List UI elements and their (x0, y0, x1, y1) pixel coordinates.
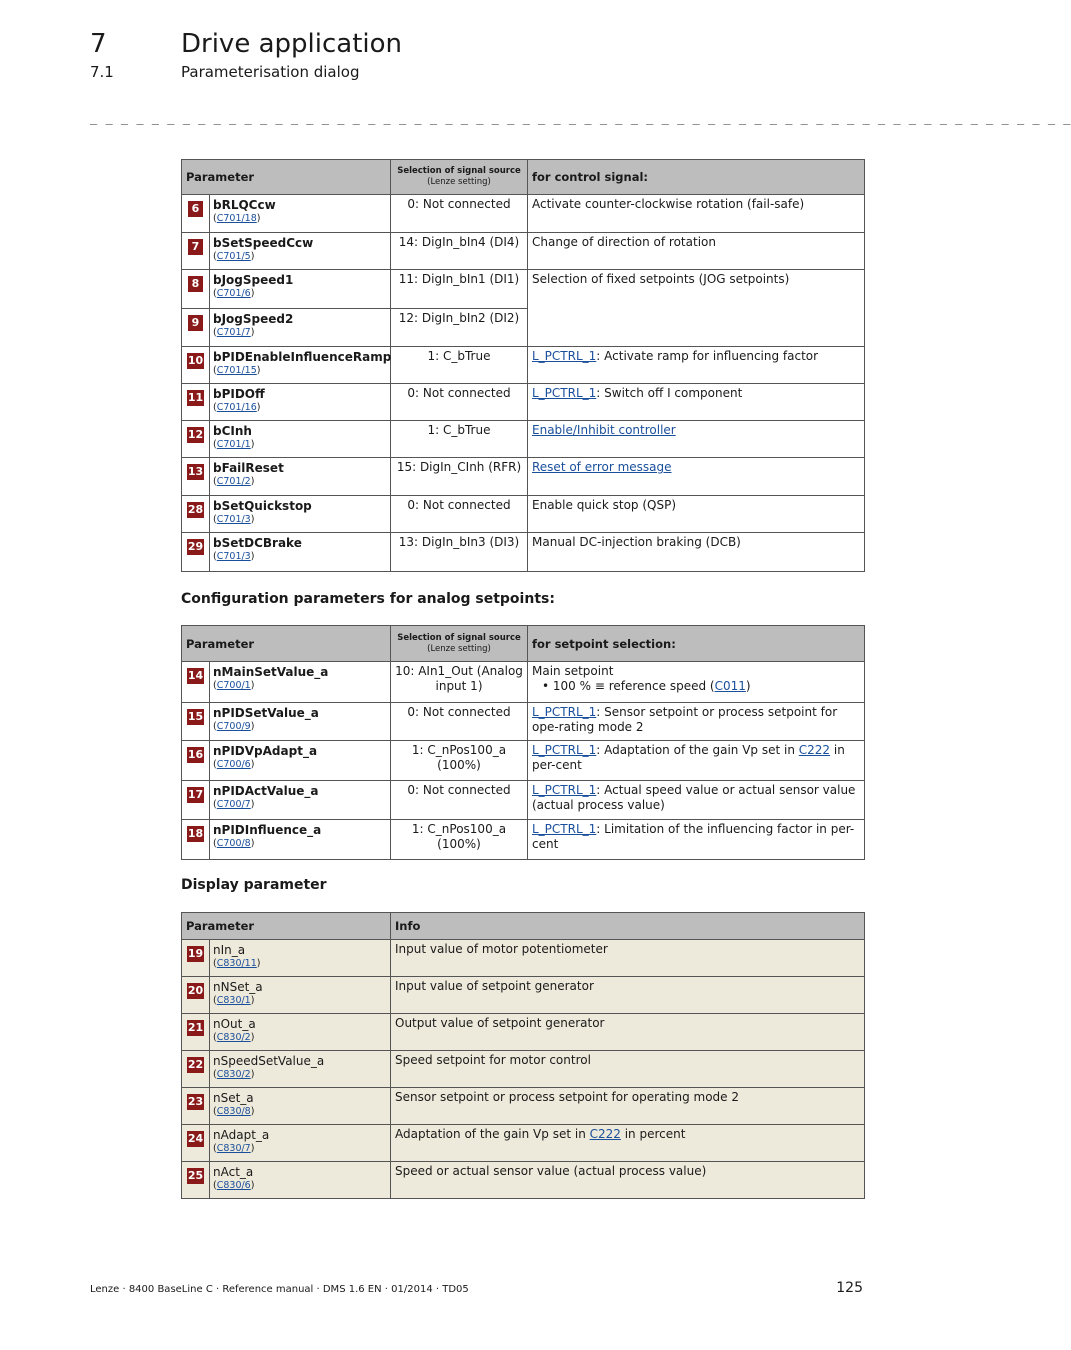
parameter-cell (210, 977, 391, 1014)
row-number-badge: 29 (187, 540, 204, 553)
table-row (182, 233, 865, 270)
row-number-badge: 14 (187, 669, 204, 682)
table-row (182, 977, 865, 1014)
row-number-cell (182, 703, 210, 741)
table-row (182, 270, 865, 309)
table-row (182, 195, 865, 233)
chapter-title: Drive application (181, 29, 402, 59)
parameter-name: nSet_a (213, 1091, 254, 1105)
description-cell (528, 421, 865, 458)
display-parameter-table (181, 912, 865, 1199)
description-cell (528, 270, 865, 347)
parameter-name: bSetQuickstop (213, 499, 312, 513)
row-number-badge: 23 (187, 1095, 204, 1108)
description-cell (528, 820, 865, 860)
page-number: 125 (836, 1280, 863, 1296)
parameter-cell (210, 195, 391, 233)
table-row (182, 533, 865, 572)
parameter-name: bRLQCcw (213, 198, 276, 212)
col-header-setpoint: for setpoint selection: (528, 626, 865, 662)
parameter-code: (C701/6) (213, 288, 255, 299)
code-link[interactable]: C830/7 (216, 1143, 251, 1154)
signal-source-cell: 0: Not connected (391, 703, 528, 741)
parameter-cell (210, 940, 391, 977)
parameter-code: (C830/11) (213, 958, 261, 969)
parameter-code: (C700/6) (213, 759, 255, 770)
row-number-badge: 28 (187, 503, 204, 516)
col-header-source: Selection of signal source (Lenze setting) (391, 626, 528, 662)
code-link[interactable]: C830/2 (216, 1069, 251, 1080)
header-divider: _ _ _ _ _ _ _ _ _ _ _ _ _ _ _ _ _ _ _ _ _ _ _ _ _ _ _ _ _ _ _ _ _ _ _ _ _ _ _ _ _ _ _ _ _ _ _ _ _ _ _ _ _ _ _ _ _ _ _ _ _ _ _ _ (90, 111, 1071, 125)
col-header-signal: for control signal: (528, 160, 865, 195)
description-cell (528, 458, 865, 496)
code-link[interactable]: C830/2 (216, 1032, 251, 1043)
bullet-text: ) (745, 679, 751, 693)
row-number-cell (182, 940, 210, 977)
code-link[interactable]: C701/16 (216, 402, 257, 413)
code-link[interactable]: C700/9 (216, 721, 251, 732)
info-cell (391, 940, 865, 977)
parameter-code: (C701/18) (213, 213, 261, 224)
parameter-code: (C701/3) (213, 514, 255, 525)
row-number-badge: 17 (187, 788, 204, 801)
table-row (182, 1014, 865, 1051)
row-number-badge: 6 (188, 201, 203, 217)
row-number-cell (182, 458, 210, 496)
signal-source-cell: 13: DigIn_bIn3 (DI3) (391, 533, 528, 572)
row-number-cell (182, 195, 210, 233)
info-text: Sensor setpoint or process setpoint for operating mode 2 (395, 1090, 739, 1104)
row-number-cell (182, 533, 210, 572)
row-number-badge: 16 (187, 748, 204, 761)
table-row (182, 384, 865, 421)
table-row (182, 1088, 865, 1125)
parameter-name: nNSet_a (213, 980, 263, 994)
bullet-list (532, 679, 860, 694)
control-signal-table (181, 159, 865, 572)
display-parameter-heading: Display parameter (181, 877, 327, 893)
code-link[interactable]: C222 (798, 743, 831, 757)
description-link[interactable]: Enable/Inhibit controller (532, 423, 676, 437)
row-number-cell (182, 1014, 210, 1051)
parameter-code: (C830/6) (213, 1180, 255, 1191)
description-text: : Actual speed value or actual sensor value (actual process value) (532, 783, 856, 812)
code-link[interactable]: C701/7 (216, 327, 251, 338)
parameter-cell (210, 1162, 391, 1199)
parameter-code: (C830/2) (213, 1032, 255, 1043)
info-text: Input value of setpoint generator (395, 979, 594, 993)
description-link[interactable]: L_PCTRL_1 (532, 822, 597, 836)
parameter-code: (C830/1) (213, 995, 255, 1006)
table-row (182, 496, 865, 533)
description-text: in per-cent (532, 743, 845, 772)
description-link[interactable]: L_PCTRL_1 (532, 386, 597, 400)
parameter-code: (C830/2) (213, 1069, 255, 1080)
signal-source-cell: 14: DigIn_bIn4 (DI4) (391, 233, 528, 270)
info-cell (391, 977, 865, 1014)
row-number-cell (182, 1125, 210, 1162)
code-link[interactable]: C222 (589, 1127, 621, 1141)
description-text: : Activate ramp for influencing factor (596, 349, 819, 363)
code-link[interactable]: C701/15 (216, 365, 257, 376)
bullet-text: 100 % ≡ reference speed ( (552, 679, 715, 693)
description-text: Change of direction of rotation (532, 235, 716, 249)
parameter-cell (210, 533, 391, 572)
row-number-cell (182, 309, 210, 347)
code-link[interactable]: C701/18 (216, 213, 257, 224)
row-number-cell (182, 1088, 210, 1125)
description-cell (528, 741, 865, 781)
code-link[interactable]: C701/2 (216, 476, 251, 487)
code-link[interactable]: C700/1 (216, 680, 251, 691)
code-link[interactable]: C830/1 (216, 995, 251, 1006)
signal-source-cell: 0: Not connected (391, 195, 528, 233)
row-number-badge: 7 (188, 239, 203, 255)
table-row (182, 1162, 865, 1199)
parameter-name: nPIDActValue_a (213, 784, 319, 798)
code-link[interactable]: C701/1 (216, 439, 251, 450)
info-text: in percent (620, 1127, 686, 1141)
row-number-cell (182, 662, 210, 703)
table-row (182, 820, 865, 860)
col-header-parameter: Parameter (182, 626, 391, 662)
parameter-name: bCInh (213, 424, 252, 438)
row-number-badge: 11 (187, 391, 204, 404)
parameter-code: (C700/9) (213, 721, 255, 732)
description-text: : Adaptation of the gain Vp set in (596, 743, 799, 757)
code-link[interactable]: C830/11 (216, 958, 257, 969)
description-text: Main setpoint (532, 664, 614, 678)
table-row (182, 741, 865, 781)
parameter-code: (C830/8) (213, 1106, 255, 1117)
parameter-cell (210, 1051, 391, 1088)
table-row (182, 940, 865, 977)
parameter-name: nIn_a (213, 943, 246, 957)
description-cell (528, 533, 865, 572)
parameter-name: nOut_a (213, 1017, 256, 1031)
row-number-badge: 20 (187, 984, 204, 997)
description-text: Manual DC-injection braking (DCB) (532, 535, 741, 549)
info-cell (391, 1014, 865, 1051)
parameter-cell (210, 662, 391, 703)
parameter-cell (210, 781, 391, 820)
section-number: 7.1 (90, 63, 114, 81)
info-text: Speed or actual sensor value (actual process value) (395, 1164, 707, 1178)
code-link[interactable]: C830/6 (216, 1180, 251, 1191)
row-number-badge: 13 (187, 465, 204, 478)
row-number-badge: 24 (187, 1132, 204, 1145)
col-header-source: Selection of signal source (Lenze setting) (391, 160, 528, 195)
parameter-code: (C701/1) (213, 439, 255, 450)
signal-source-cell: 10: AIn1_Out (Analog input 1) (391, 662, 528, 703)
col-header-info: Info (391, 913, 865, 940)
info-cell (391, 1088, 865, 1125)
info-text: Output value of setpoint generator (395, 1016, 605, 1030)
row-number-cell (182, 384, 210, 421)
code-link[interactable]: C701/3 (216, 514, 251, 525)
parameter-name: nMainSetValue_a (213, 665, 329, 679)
description-text: : Sensor setpoint or process setpoint for ope-rating mode 2 (532, 705, 838, 734)
row-number-badge: 25 (187, 1169, 204, 1182)
row-number-cell (182, 820, 210, 860)
row-number-badge: 15 (187, 710, 204, 723)
row-number-cell (182, 1162, 210, 1199)
description-text: Activate counter-clockwise rotation (fail-safe) (532, 197, 805, 211)
description-link[interactable]: L_PCTRL_1 (532, 705, 597, 719)
parameter-cell (210, 421, 391, 458)
parameter-cell (210, 270, 391, 309)
parameter-name: nAct_a (213, 1165, 254, 1179)
signal-source-cell: 1: C_nPos100_a (100%) (391, 820, 528, 860)
row-number-badge: 22 (187, 1058, 204, 1071)
description-text: : Switch off I component (596, 386, 743, 400)
parameter-cell (210, 1088, 391, 1125)
parameter-cell (210, 1125, 391, 1162)
description-link[interactable]: Reset of error message (532, 460, 672, 474)
parameter-code: (C700/8) (213, 838, 255, 849)
table-row (182, 458, 865, 496)
signal-source-cell: 1: C_bTrue (391, 347, 528, 384)
description-cell (528, 347, 865, 384)
row-number-badge: 19 (187, 947, 204, 960)
table-row (182, 662, 865, 703)
description-cell (528, 233, 865, 270)
row-number-badge: 12 (187, 428, 204, 441)
parameter-name: nPIDVpAdapt_a (213, 744, 318, 758)
parameter-cell (210, 384, 391, 421)
parameter-code: (C701/15) (213, 365, 261, 376)
parameter-name: nAdapt_a (213, 1128, 270, 1142)
table-row (182, 1051, 865, 1088)
table-row (182, 347, 865, 384)
row-number-badge: 18 (187, 827, 204, 840)
signal-source-cell: 12: DigIn_bIn2 (DI2) (391, 309, 528, 347)
parameter-code: (C700/7) (213, 799, 255, 810)
parameter-name: nPIDInfluence_a (213, 823, 322, 837)
description-link[interactable]: L_PCTRL_1 (532, 783, 597, 797)
parameter-code: (C701/7) (213, 327, 255, 338)
table-row (182, 703, 865, 741)
row-number-badge: 10 (187, 354, 204, 367)
parameter-name: nPIDSetValue_a (213, 706, 319, 720)
chapter-number: 7 (90, 29, 107, 59)
table-row (182, 421, 865, 458)
code-link[interactable]: C011 (714, 679, 746, 693)
row-number-cell (182, 233, 210, 270)
section-title: Parameterisation dialog (181, 63, 360, 81)
signal-source-cell: 15: DigIn_CInh (RFR) (391, 458, 528, 496)
description-cell (528, 384, 865, 421)
parameter-cell (210, 309, 391, 347)
code-link[interactable]: C700/8 (216, 838, 251, 849)
description-text: Selection of fixed setpoints (JOG setpoints) (532, 272, 790, 286)
parameter-cell (210, 1014, 391, 1051)
footer-document-info: Lenze · 8400 BaseLine C · Reference manual · DMS 1.6 EN · 01/2014 · TD05 (90, 1284, 469, 1295)
row-number-cell (182, 1051, 210, 1088)
description-text: : Limitation of the influencing factor in per-cent (532, 822, 855, 851)
parameter-cell (210, 233, 391, 270)
description-link[interactable]: L_PCTRL_1 (532, 743, 597, 757)
row-number-badge: 9 (188, 315, 203, 331)
table-row (182, 781, 865, 820)
parameter-name: bJogSpeed1 (213, 273, 294, 287)
description-cell (528, 703, 865, 741)
row-number-cell (182, 496, 210, 533)
list-item (542, 679, 860, 694)
parameter-cell (210, 347, 391, 384)
description-text: Enable quick stop (QSP) (532, 498, 676, 512)
signal-source-cell: 0: Not connected (391, 384, 528, 421)
info-text: Speed setpoint for motor control (395, 1053, 591, 1067)
row-number-cell (182, 421, 210, 458)
code-link[interactable]: C701/5 (216, 251, 251, 262)
description-cell (528, 496, 865, 533)
parameter-name: bPIDEnableInfluenceRamp (213, 350, 392, 364)
signal-source-cell: 1: C_bTrue (391, 421, 528, 458)
code-link[interactable]: C700/6 (216, 759, 251, 770)
signal-source-cell: 11: DigIn_bIn1 (DI1) (391, 270, 528, 309)
row-number-cell (182, 781, 210, 820)
info-cell (391, 1125, 865, 1162)
row-number-cell (182, 347, 210, 384)
signal-source-cell: 0: Not connected (391, 496, 528, 533)
info-cell (391, 1162, 865, 1199)
parameter-name: bJogSpeed2 (213, 312, 294, 326)
parameter-name: bSetSpeedCcw (213, 236, 314, 250)
parameter-cell (210, 458, 391, 496)
row-number-cell (182, 741, 210, 781)
signal-source-cell: 0: Not connected (391, 781, 528, 820)
parameter-name: bSetDCBrake (213, 536, 302, 550)
info-text: Adaptation of the gain Vp set in (395, 1127, 590, 1141)
row-number-cell (182, 270, 210, 309)
parameter-code: (C830/7) (213, 1143, 255, 1154)
code-link[interactable]: C830/8 (216, 1106, 251, 1117)
parameter-cell (210, 703, 391, 741)
description-cell (528, 662, 865, 703)
parameter-name: bPIDOff (213, 387, 265, 401)
signal-source-cell: 1: C_nPos100_a (100%) (391, 741, 528, 781)
info-cell (391, 1051, 865, 1088)
code-link[interactable]: C701/6 (216, 288, 251, 299)
parameter-name: bFailReset (213, 461, 284, 475)
info-text: Input value of motor potentiometer (395, 942, 608, 956)
col-header-parameter: Parameter (182, 913, 391, 940)
col-header-parameter: Parameter (182, 160, 391, 195)
parameter-code: (C701/3) (213, 551, 255, 562)
row-number-cell (182, 977, 210, 1014)
description-cell (528, 195, 865, 233)
parameter-code: (C700/1) (213, 680, 255, 691)
code-link[interactable]: C700/7 (216, 799, 251, 810)
parameter-code: (C701/5) (213, 251, 255, 262)
parameter-name: nSpeedSetValue_a (213, 1054, 325, 1068)
analog-setpoints-heading: Configuration parameters for analog setpoints: (181, 591, 555, 607)
row-number-badge: 21 (187, 1021, 204, 1034)
parameter-cell (210, 496, 391, 533)
table-row (182, 1125, 865, 1162)
description-cell (528, 781, 865, 820)
parameter-cell (210, 820, 391, 860)
parameter-cell (210, 741, 391, 781)
analog-setpoint-table (181, 625, 865, 860)
parameter-code: (C701/2) (213, 476, 255, 487)
code-link[interactable]: C701/3 (216, 551, 251, 562)
parameter-code: (C701/16) (213, 402, 261, 413)
description-link[interactable]: L_PCTRL_1 (532, 349, 597, 363)
row-number-badge: 8 (188, 276, 203, 292)
